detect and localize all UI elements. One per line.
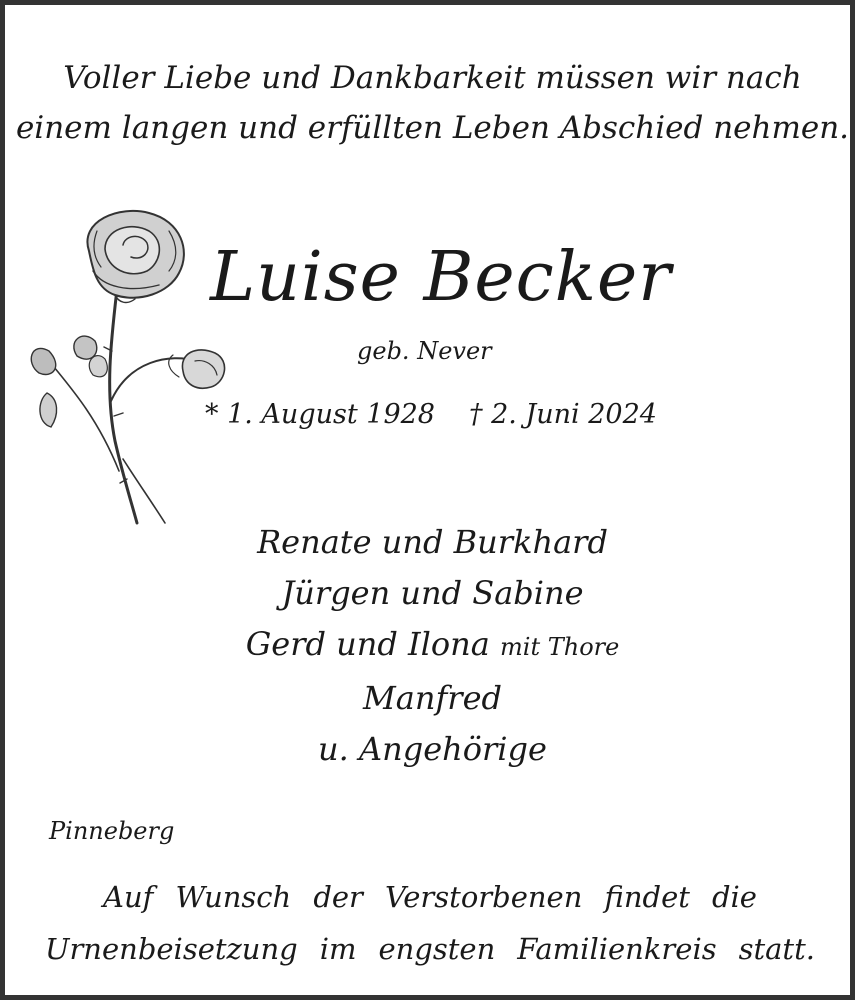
- notice-word: die: [711, 880, 757, 914]
- life-dates: [205, 399, 657, 430]
- place-name: Pinneberg: [49, 817, 175, 845]
- notice-word: Verstorbenen: [384, 880, 583, 914]
- rose-icon: [19, 201, 239, 531]
- notice-line-2: [45, 923, 815, 975]
- notice-word: engsten: [378, 932, 496, 966]
- notice-word: Urnenbeisetzung: [45, 932, 298, 966]
- death-date: † 2. Juni 2024: [469, 399, 657, 430]
- notice-word: im: [319, 932, 357, 966]
- notice-word: Wunsch: [175, 880, 292, 914]
- notice-word: Familienkreis: [517, 932, 717, 966]
- notice-word: Auf: [103, 880, 154, 914]
- intro-line-2: einem langen und erfüllten Leben Abschied nehmen.: [15, 110, 850, 146]
- family-line: Manfred: [362, 679, 502, 717]
- notice-word: der: [313, 880, 363, 914]
- family-line: [5, 619, 855, 673]
- deceased-name: Luise Becker: [210, 238, 672, 317]
- notice-word: statt.: [738, 932, 815, 966]
- family-line: Jürgen und Sabine: [281, 574, 584, 612]
- family-line: u. Angehörige: [318, 730, 547, 768]
- burial-notice: [45, 871, 815, 975]
- birth-date: * 1. August 1928: [205, 399, 435, 430]
- notice-line-1: [45, 871, 815, 923]
- family-line-main: Gerd und Ilona: [245, 625, 490, 663]
- maiden-name: geb. Never: [357, 337, 492, 365]
- intro-line-1: Voller Liebe und Dankbarkeit müssen wir nach: [63, 60, 802, 96]
- family-list: [5, 517, 855, 775]
- family-line: Renate und Burkhard: [257, 523, 608, 561]
- notice-word: findet: [604, 880, 690, 914]
- intro-text: [5, 53, 855, 153]
- family-line-addition: mit Thore: [500, 633, 620, 661]
